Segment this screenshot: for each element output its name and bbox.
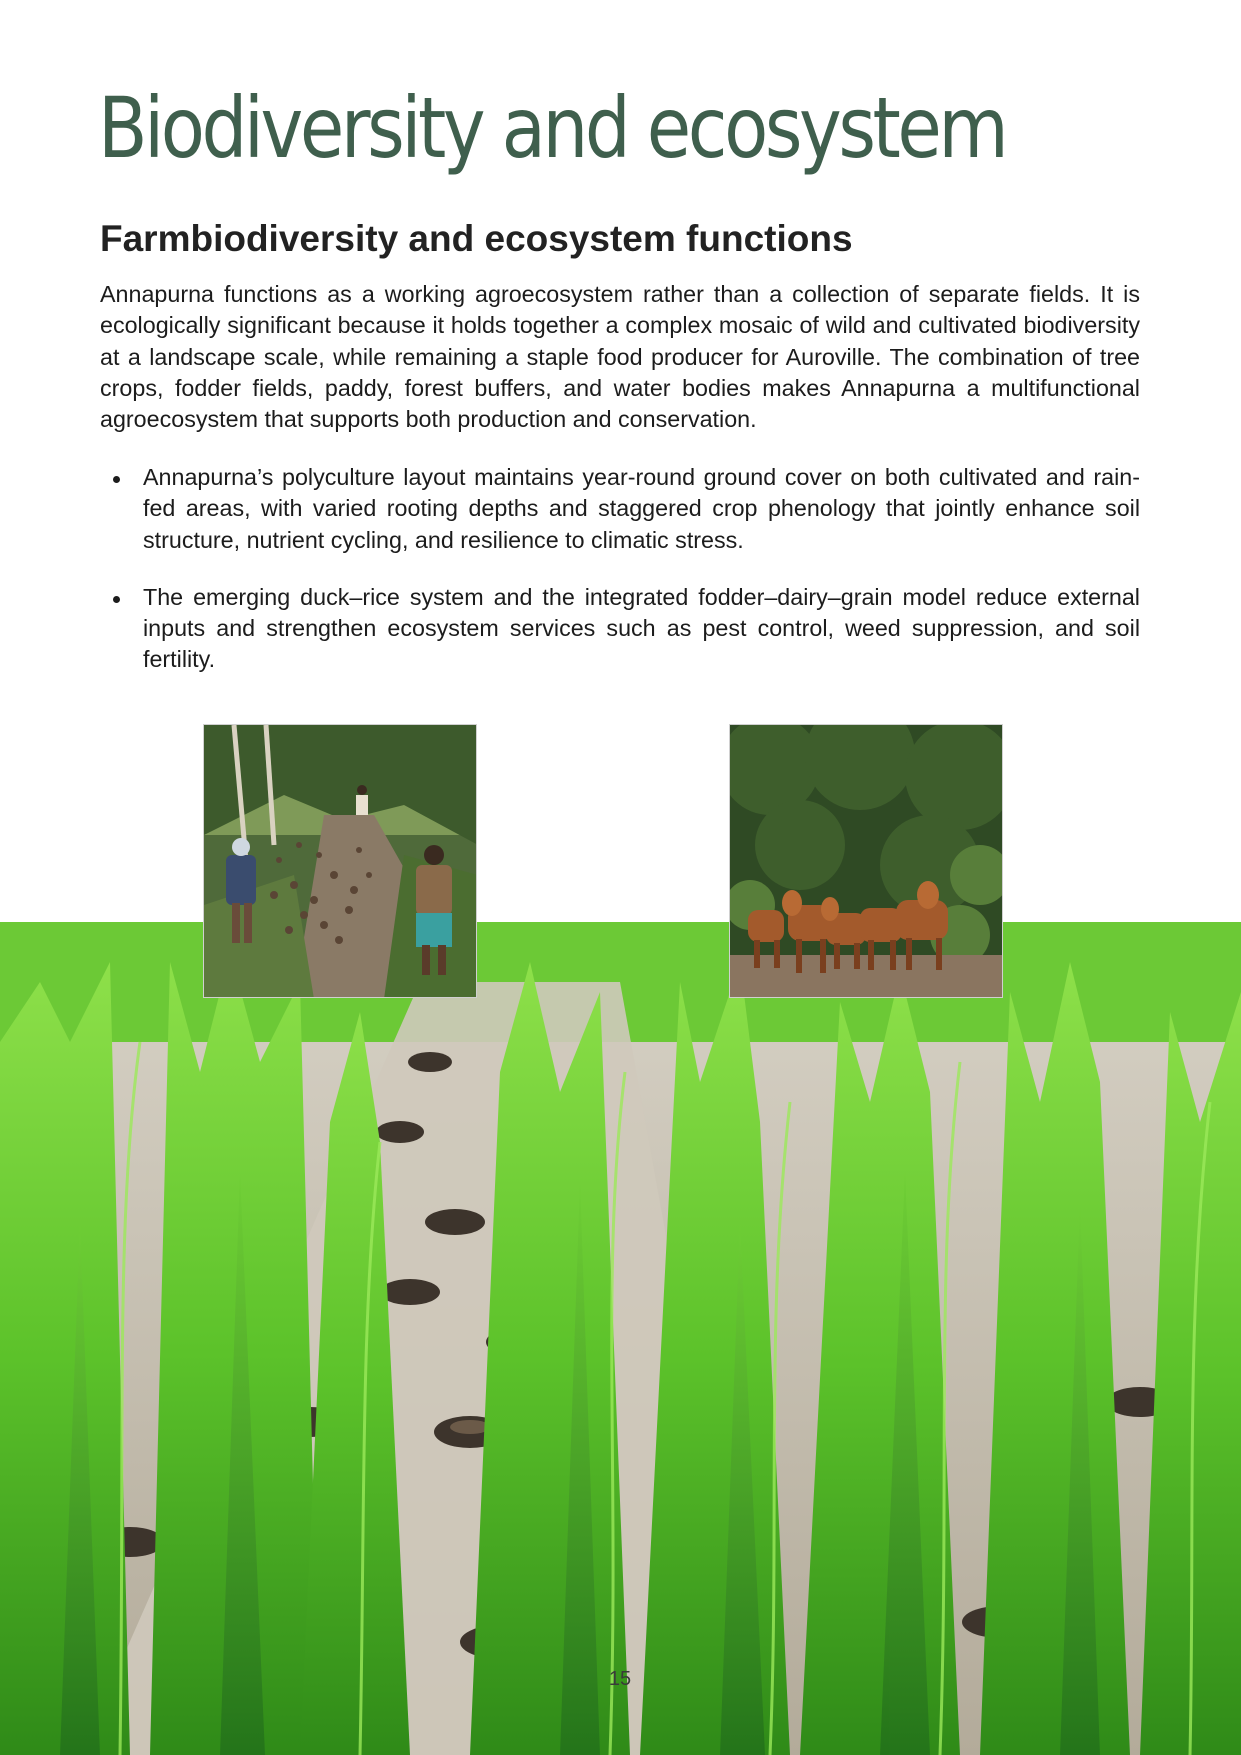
cattle-illustration xyxy=(730,725,1003,998)
page-title: Biodiversity and ecosystem xyxy=(98,79,1006,177)
rice-paddy-photo xyxy=(0,922,1241,1755)
rice-paddy-illustration xyxy=(0,922,1241,1755)
bullet-text: Annapurna’s polyculture layout maintains year-round ground cover on both cultivated and rain-fed areas, with varied rooting depths and staggered crop phenology that jointly enhance soil structure, nutrient cycling, and resilience to climatic stress. xyxy=(143,464,1140,553)
bullet-item xyxy=(100,462,1140,556)
bullet-dot-icon xyxy=(113,476,120,483)
section-heading: Farmbiodiversity and ecosystem functions xyxy=(100,218,853,259)
intro-paragraph: Annapurna functions as a working agroecosystem rather than a collection of separate fields. It is ecologically significant because it holds together a complex mosaic of wild and cultivated biodiversity at a landscape scale, while remaining a staple food producer for Auroville. The combination of tree crops, fodder fields, paddy, forest buffers, and water bodies makes Annapurna a multifunctional agroecosystem that supports both production and conservation. xyxy=(100,281,1140,433)
bullet-dot-icon xyxy=(113,596,120,603)
duck-herding-photo xyxy=(203,724,477,998)
cattle-photo xyxy=(729,724,1003,998)
page-number: 15 xyxy=(608,1668,632,1690)
bullet-text: The emerging duck–rice system and the integrated fodder–dairy–grain model reduce external inputs and strengthen ecosystem services such as pest control, weed suppression, and soil fertility. xyxy=(143,583,1140,673)
duck-path-illustration xyxy=(204,725,477,998)
bullet-list xyxy=(100,462,1140,702)
bullet-item xyxy=(100,582,1140,676)
